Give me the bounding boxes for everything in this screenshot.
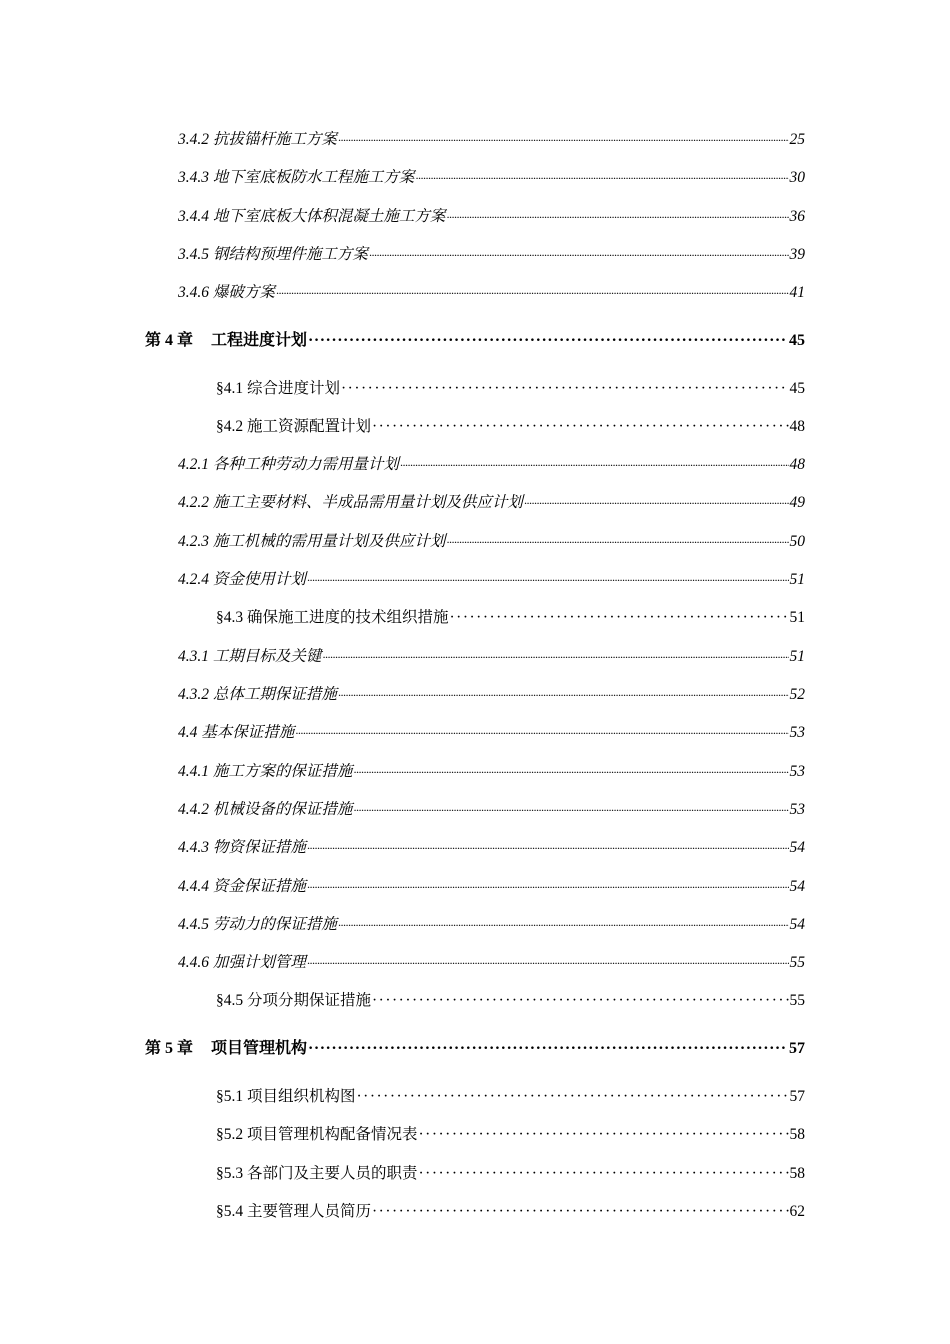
toc-entry-page: 45 bbox=[789, 380, 805, 397]
toc-entry-title: 4.4.3 物资保证措施 bbox=[178, 839, 306, 856]
toc-leader-dots bbox=[372, 415, 788, 439]
toc-entry-page: 55 bbox=[789, 992, 805, 1009]
toc-section[interactable] bbox=[216, 606, 805, 630]
toc-entry[interactable] bbox=[178, 721, 805, 745]
toc-entry-title: 4.3.1 工期目标及关键 bbox=[178, 648, 322, 665]
toc-entry-page: 53 bbox=[789, 763, 805, 780]
toc-chapter-4[interactable] bbox=[145, 329, 805, 353]
toc-entry-page: 48 bbox=[789, 418, 805, 435]
toc-entry-page: 48 bbox=[789, 456, 805, 473]
toc-entry-title: 3.4.3 地下室底板防水工程施工方案 bbox=[178, 169, 415, 186]
toc-entry-page: 51 bbox=[789, 648, 805, 665]
toc-entry-title: 4.2.3 施工机械的需用量计划及供应计划 bbox=[178, 533, 446, 550]
toc-entry[interactable] bbox=[178, 453, 805, 477]
toc-entry[interactable] bbox=[178, 166, 805, 190]
toc-section[interactable] bbox=[216, 1200, 805, 1224]
toc-leader-dots bbox=[353, 798, 788, 822]
toc-leader-dots bbox=[524, 491, 789, 515]
toc-section[interactable] bbox=[216, 1162, 805, 1186]
toc-leader-dots bbox=[307, 568, 789, 592]
toc-entry-page: 52 bbox=[789, 686, 805, 703]
toc-section[interactable] bbox=[216, 1085, 805, 1109]
toc-leader-dots bbox=[369, 243, 789, 267]
toc-leader-dots bbox=[308, 1037, 788, 1061]
toc-leader-dots bbox=[353, 760, 788, 784]
toc-entry[interactable] bbox=[178, 913, 805, 937]
toc-entry-title: §5.4 主要管理人员简历 bbox=[216, 1203, 372, 1220]
toc-entry-title: §4.2 施工资源配置计划 bbox=[216, 418, 372, 435]
toc-entry-page: 58 bbox=[789, 1126, 805, 1143]
toc-section[interactable] bbox=[216, 415, 805, 439]
toc-leader-dots bbox=[341, 377, 788, 401]
toc-entry-title: 3.4.6 爆破方案 bbox=[178, 284, 275, 301]
toc-leader-dots bbox=[276, 281, 789, 305]
toc-entry-title: 4.4.6 加强计划管理 bbox=[178, 954, 306, 971]
toc-entry-page: 54 bbox=[789, 878, 805, 895]
toc-leader-dots bbox=[400, 453, 789, 477]
toc-entry-page: 54 bbox=[789, 839, 805, 856]
toc-leader-dots bbox=[338, 683, 789, 707]
toc-leader-dots bbox=[338, 128, 789, 152]
toc-leader-dots bbox=[357, 1085, 789, 1109]
toc-entry-title: §4.5 分项分期保证措施 bbox=[216, 992, 372, 1009]
toc-entry-title: 4.4 基本保证措施 bbox=[178, 724, 295, 741]
toc-entry-page: 57 bbox=[789, 1088, 805, 1105]
toc-entry-page: 25 bbox=[789, 131, 805, 148]
toc-entry-page: 51 bbox=[789, 571, 805, 588]
toc-leader-dots bbox=[450, 606, 789, 630]
toc-entry[interactable] bbox=[178, 875, 805, 899]
toc-entry-page: 62 bbox=[789, 1203, 805, 1220]
toc-entry-title: §5.2 项目管理机构配备情况表 bbox=[216, 1126, 418, 1143]
chapter-label: 第 5 章 bbox=[145, 1040, 194, 1057]
toc-entry[interactable] bbox=[178, 243, 805, 267]
toc-entry-page: 53 bbox=[789, 801, 805, 818]
toc-entry-page: 45 bbox=[789, 332, 805, 349]
toc-leader-dots bbox=[322, 645, 788, 669]
toc-entry-title: §5.3 各部门及主要人员的职责 bbox=[216, 1165, 418, 1182]
toc-leader-dots bbox=[308, 329, 788, 353]
toc-entry-title: 4.4.4 资金保证措施 bbox=[178, 878, 306, 895]
toc-entry-title: 4.4.1 施工方案的保证措施 bbox=[178, 763, 353, 780]
toc-entry[interactable] bbox=[178, 645, 805, 669]
toc-entry-page: 50 bbox=[789, 533, 805, 550]
toc-entry[interactable] bbox=[178, 798, 805, 822]
toc-leader-dots bbox=[372, 1200, 788, 1224]
toc-entry-title: 3.4.2 抗拔锚杆施工方案 bbox=[178, 131, 337, 148]
toc-entry[interactable] bbox=[178, 683, 805, 707]
toc-entry[interactable] bbox=[178, 836, 805, 860]
toc-entry-page: 58 bbox=[789, 1165, 805, 1182]
chapter-title: 项目管理机构 bbox=[211, 1040, 308, 1057]
toc-entry-title: 4.2.2 施工主要材料、半成品需用量计划及供应计划 bbox=[178, 494, 523, 511]
toc-entry-title: 4.4.5 劳动力的保证措施 bbox=[178, 916, 337, 933]
toc-entry-title: 4.2.1 各种工种劳动力需用量计划 bbox=[178, 456, 399, 473]
toc-entry[interactable] bbox=[178, 760, 805, 784]
toc-entry[interactable] bbox=[178, 530, 805, 554]
toc-entry[interactable] bbox=[178, 491, 805, 515]
toc-entry-title: 4.4.2 机械设备的保证措施 bbox=[178, 801, 353, 818]
toc-entry[interactable] bbox=[178, 568, 805, 592]
toc-entry-page: 36 bbox=[789, 208, 805, 225]
toc-chapter-5[interactable] bbox=[145, 1037, 805, 1061]
toc-entry-page: 41 bbox=[789, 284, 805, 301]
toc-entry-page: 57 bbox=[789, 1040, 805, 1057]
toc-entry-title: 3.4.5 钢结构预埋件施工方案 bbox=[178, 246, 368, 263]
toc-entry-title: §4.3 确保施工进度的技术组织措施 bbox=[216, 609, 449, 626]
toc-entry-page: 30 bbox=[789, 169, 805, 186]
toc-entry[interactable] bbox=[178, 951, 805, 975]
toc-leader-dots bbox=[419, 1162, 789, 1186]
toc-entry[interactable] bbox=[178, 281, 805, 305]
toc-leader-dots bbox=[419, 1123, 789, 1147]
toc-entry-page: 51 bbox=[789, 609, 805, 626]
toc-leader-dots bbox=[446, 205, 788, 229]
toc-leader-dots bbox=[295, 721, 788, 745]
toc-section[interactable] bbox=[216, 1123, 805, 1147]
toc-leader-dots bbox=[415, 166, 788, 190]
toc-entry-title: 3.4.4 地下室底板大体积混凝土施工方案 bbox=[178, 208, 446, 225]
toc-section[interactable] bbox=[216, 377, 805, 401]
toc-leader-dots bbox=[307, 836, 789, 860]
toc-entry-page: 53 bbox=[789, 724, 805, 741]
toc-leader-dots bbox=[307, 951, 789, 975]
toc-entry-title: 4.2.4 资金使用计划 bbox=[178, 571, 306, 588]
toc-entry-page: 55 bbox=[789, 954, 805, 971]
toc-leader-dots bbox=[307, 875, 789, 899]
toc-entry-page: 54 bbox=[789, 916, 805, 933]
toc-entry[interactable] bbox=[178, 205, 805, 229]
chapter-title: 工程进度计划 bbox=[211, 332, 308, 349]
toc-entry-page: 39 bbox=[789, 246, 805, 263]
toc-leader-dots bbox=[338, 913, 789, 937]
chapter-label: 第 4 章 bbox=[145, 332, 194, 349]
toc-section[interactable] bbox=[216, 989, 805, 1013]
toc-entry-page: 49 bbox=[789, 494, 805, 511]
toc-leader-dots bbox=[446, 530, 788, 554]
toc-entry[interactable] bbox=[178, 128, 805, 152]
toc-entry-title: §4.1 综合进度计划 bbox=[216, 380, 341, 397]
toc-leader-dots bbox=[372, 989, 788, 1013]
toc-entry-title: 4.3.2 总体工期保证措施 bbox=[178, 686, 337, 703]
toc-entry-title: §5.1 项目组织机构图 bbox=[216, 1088, 356, 1105]
